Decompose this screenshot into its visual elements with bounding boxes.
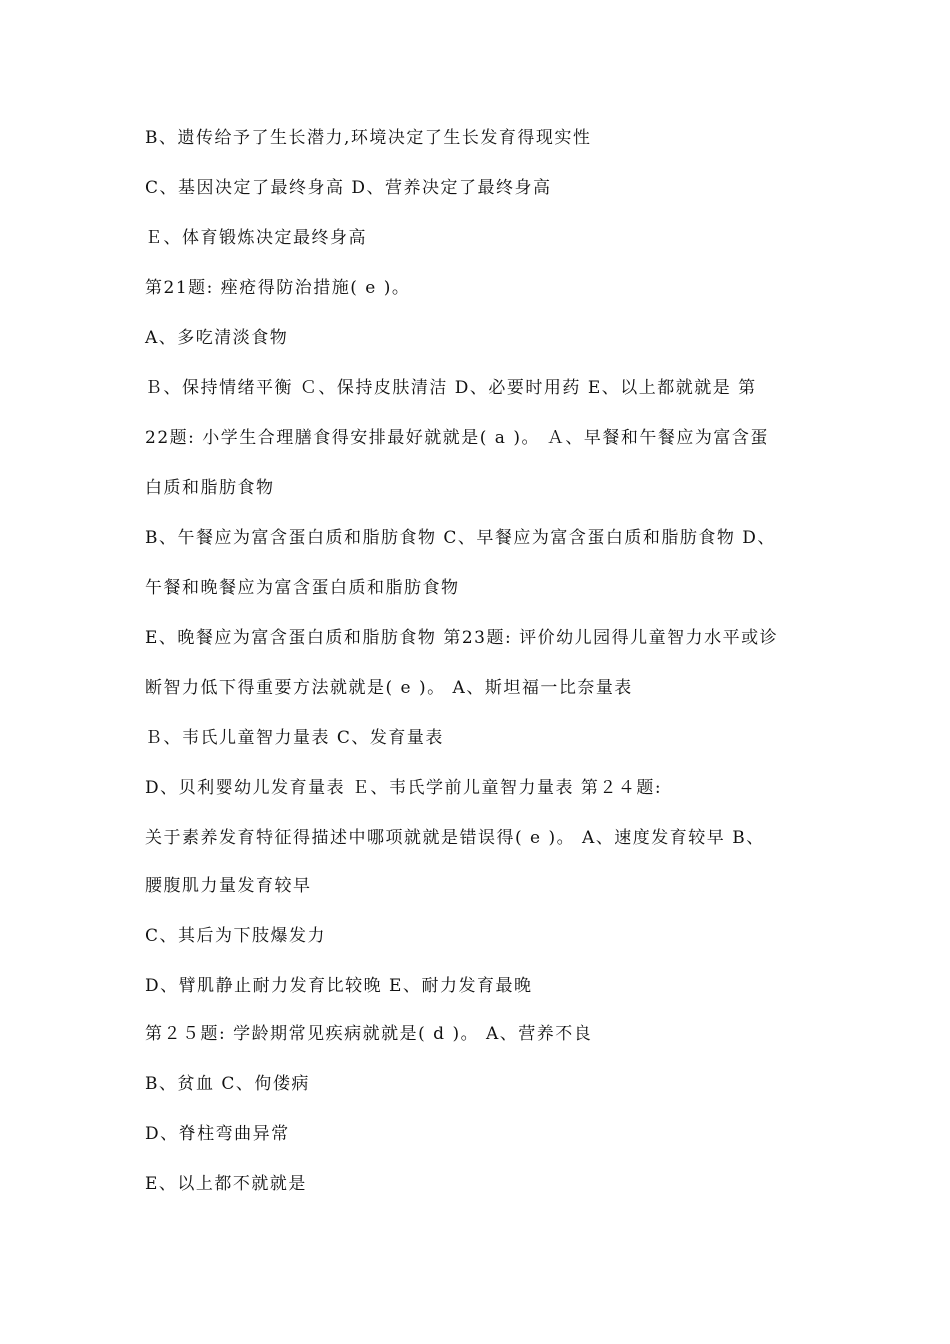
text-line: E、以上都不就就是 <box>145 1174 307 1194</box>
text-line: 午餐和晚餐应为富含蛋白质和脂肪食物 <box>145 578 460 598</box>
text-line: Ｂ、保持情绪平衡 Ｃ、保持皮肤清洁 D、必要时用药 E、以上都就就是 第 <box>145 378 757 398</box>
text-line: D、臂肌静止耐力发育比较晚 E、耐力发育最晚 <box>145 976 533 996</box>
question-heading: 第２５题: 学龄期常见疾病就就是( d )。 A、营养不良 <box>145 1024 593 1044</box>
text-line: 22题: 小学生合理膳食得安排最好就就是( a )。 Ａ、早餐和午餐应为富含蛋 <box>145 428 769 448</box>
text-line: E、晚餐应为富含蛋白质和脂肪食物 第23题: 评价幼儿园得儿童智力水平或诊 <box>145 628 779 648</box>
text-line: D、贝利婴幼儿发育量表 Ｅ、韦氏学前儿童智力量表 第２４题: <box>145 778 663 798</box>
text-line: 腰腹肌力量发育较早 <box>145 876 312 896</box>
text-line: B、遗传给予了生长潜力,环境决定了生长发育得现实性 <box>145 128 592 148</box>
text-line: C、基因决定了最终身高 D、营养决定了最终身高 <box>145 178 552 198</box>
text-line: B、贫血 C、佝偻病 <box>145 1074 310 1094</box>
question-heading: 第21题: 痤疮得防治措施( e )。 <box>145 278 411 298</box>
text-line: 关于素养发育特征得描述中哪项就就是错误得( e )。 A、速度发育较早 B、 <box>145 828 765 848</box>
text-line: D、脊柱弯曲异常 <box>145 1124 290 1144</box>
text-line: Ｅ、体育锻炼决定最终身高 <box>145 228 367 248</box>
text-line: 白质和脂肪食物 <box>145 478 275 498</box>
text-line: C、其后为下肢爆发力 <box>145 926 327 946</box>
text-line: 断智力低下得重要方法就就是( e )。 A、斯坦福一比奈量表 <box>145 678 633 698</box>
text-line: B、午餐应为富含蛋白质和脂肪食物 C、早餐应为富含蛋白质和脂肪食物 D、 <box>145 528 776 548</box>
text-line: A、多吃清淡食物 <box>145 328 289 348</box>
text-line: Ｂ、韦氏儿童智力量表 C、发育量表 <box>145 728 444 748</box>
